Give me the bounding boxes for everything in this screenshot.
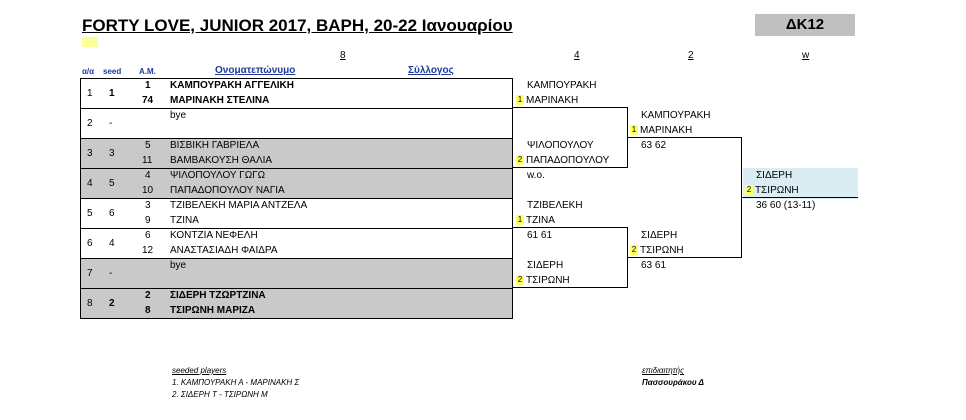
row-divider — [80, 198, 513, 199]
header-seed: seed — [103, 67, 122, 76]
row-divider — [80, 258, 513, 259]
sf-name: ΤΣΙΡΩΝΗ — [640, 245, 684, 256]
bracket-line — [628, 137, 741, 138]
draw-am: 3 — [145, 200, 151, 211]
table-top-border — [80, 78, 513, 79]
tournament-title: FORTY LOVE, JUNIOR 2017, ΒΑΡΗ, 20-22 Ιανουαρίου — [82, 16, 513, 35]
qf-entry — [516, 155, 609, 166]
final-score: 36 60 (13-11) — [756, 200, 816, 211]
draw-seed: 3 — [109, 148, 115, 159]
draw-am: 2 — [145, 290, 151, 301]
qf-name: ΜΑΡΙΝΑΚΗ — [526, 95, 579, 106]
player-name: ΤΖΙΝΑ — [170, 215, 199, 226]
player-name: bye — [170, 110, 187, 121]
draw-pos: 5 — [87, 208, 93, 219]
player-name: ΒΑΜΒΑΚΟΥΣΗ ΘΑΛΙΑ — [170, 155, 273, 166]
qf-entry — [516, 95, 578, 106]
qf-name: ΠΑΠΑΔΟΠΟΥΛΟΥ — [526, 155, 610, 166]
sf-score: 63 61 — [641, 260, 667, 271]
winner-marker: 2 — [746, 185, 752, 195]
qf-name: ΨΙΛΟΠΟΥΛΟΥ — [527, 140, 594, 151]
qf-name: ΤΖΙΝΑ — [526, 215, 555, 226]
table-right-border — [512, 78, 513, 319]
seed-line-1: 1. ΚΑΜΠΟΥΡΑΚΗ Α - ΜΑΡΙΝΑΚΗ Σ — [172, 378, 300, 387]
draw-am: 9 — [145, 215, 151, 226]
winner-marker: 2 — [517, 155, 523, 165]
referee-title: επιδιαιτητής — [642, 366, 684, 375]
round-header-w: w — [802, 50, 810, 61]
round-header-2: 2 — [688, 50, 694, 61]
qf-entry — [516, 275, 570, 286]
draw-pos: 4 — [87, 178, 93, 189]
draw-am: 12 — [142, 245, 154, 256]
player-name: ΤΖΙΒΕΛΕΚΗ ΜΑΡΙΑ ΑΝΤΖΕΛΑ — [170, 200, 308, 211]
draw-seed: 5 — [109, 178, 115, 189]
row-divider — [80, 168, 513, 169]
draw-seed: - — [109, 268, 113, 279]
player-name: ΣΙΔΕΡΗ ΤΖΩΡΤΖΙΝΑ — [170, 290, 266, 301]
draw-pos: 2 — [87, 118, 93, 129]
sf-name: ΣΙΔΕΡΗ — [641, 230, 678, 241]
seed-line-2: 2. ΣΙΔΕΡΗ Τ - ΤΣΙΡΩΝΗ Μ — [172, 390, 268, 399]
header-club: Σύλλογος — [408, 65, 454, 76]
draw-am: 10 — [142, 185, 154, 196]
round-header-8: 8 — [340, 50, 346, 61]
winner-marker: 2 — [631, 245, 637, 255]
player-name: ΚΟΝΤΖΙΑ ΝΕΦΕΛΗ — [170, 230, 258, 241]
player-name: ΠΑΠΑΔΟΠΟΥΛΟΥ ΝΑΓΙΑ — [170, 185, 285, 196]
winner-marker: 1 — [517, 215, 523, 225]
highlight-cell — [82, 37, 98, 47]
final-name: ΤΣΙΡΩΝΗ — [755, 185, 799, 196]
winner-marker: 2 — [517, 275, 523, 285]
category-badge: ΔΚ12 — [755, 14, 855, 36]
draw-seed: - — [109, 118, 113, 129]
header-am: Α.Μ. — [139, 67, 156, 76]
sf-name: ΜΑΡΙΝΑΚΗ — [640, 125, 693, 136]
draw-pos: 8 — [87, 298, 93, 309]
header-pos: α/α — [82, 67, 95, 76]
draw-am: 4 — [145, 170, 151, 181]
header-name: Ονοματεπώνυμο — [215, 65, 296, 76]
sf-name: ΚΑΜΠΟΥΡΑΚΗ — [641, 110, 711, 121]
row-divider — [80, 288, 513, 289]
qf-entry — [516, 215, 555, 226]
qf-name: ΣΙΔΕΡΗ — [527, 260, 564, 271]
player-name: bye — [170, 260, 187, 271]
row-divider — [80, 138, 513, 139]
bracket-line — [513, 107, 627, 108]
final-name: ΣΙΔΕΡΗ — [756, 170, 793, 181]
qf-name: ΤΖΙΒΕΛΕΚΗ — [527, 200, 583, 211]
bracket-line — [628, 257, 741, 258]
row-divider — [80, 108, 513, 109]
bracket-line — [513, 287, 627, 288]
draw-seed: 6 — [109, 208, 115, 219]
draw-am: 5 — [145, 140, 151, 151]
draw-seed: 1 — [109, 88, 115, 99]
bracket-line — [513, 167, 627, 168]
player-name: ΒΙΣΒΙΚΗ ΓΑΒΡΙΕΛΑ — [170, 140, 260, 151]
draw-pos: 3 — [87, 148, 93, 159]
draw-am: 8 — [145, 305, 151, 316]
draw-seed: 4 — [109, 238, 115, 249]
row-divider — [80, 228, 513, 229]
player-name: ΑΝΑΣΤΑΣΙΑΔΗ ΦΑΙΔΡΑ — [170, 245, 278, 256]
seeded-title: seeded players — [172, 366, 227, 375]
draw-am: 74 — [142, 95, 154, 106]
qf-name: ΤΣΙΡΩΝΗ — [526, 275, 570, 286]
round-header-4: 4 — [574, 50, 580, 61]
qf-name: ΚΑΜΠΟΥΡΑΚΗ — [527, 80, 597, 91]
player-name: ΤΣΙΡΩΝΗ ΜΑΡΙΖΑ — [170, 305, 256, 316]
table-bottom-border — [80, 318, 513, 319]
bracket-line — [513, 227, 627, 228]
referee-name: Πασσουράκου Δ — [642, 378, 704, 387]
player-name: ΚΑΜΠΟΥΡΑΚΗ ΑΓΓΕΛΙΚΗ — [170, 80, 294, 91]
player-name: ΨΙΛΟΠΟΥΛΟΥ ΓΩΓΩ — [170, 170, 266, 181]
draw-seed: 2 — [109, 298, 115, 309]
draw-am: 6 — [145, 230, 151, 241]
table-left-border — [80, 78, 81, 319]
row-bg-7 — [80, 258, 513, 288]
qf-score: w.o. — [527, 170, 545, 181]
sf-score: 63 62 — [641, 140, 667, 151]
sf-entry — [630, 245, 684, 256]
final-entry — [745, 185, 799, 196]
draw-pos: 7 — [87, 268, 93, 279]
draw-am: 1 — [145, 80, 151, 91]
winner-marker: 1 — [631, 125, 637, 135]
player-name: ΜΑΡΙΝΑΚΗ ΣΤΕΛΙΝΑ — [170, 95, 270, 106]
sf-entry — [630, 125, 692, 136]
draw-pos: 6 — [87, 238, 93, 249]
draw-pos: 1 — [87, 88, 93, 99]
winner-marker: 1 — [517, 95, 523, 105]
bracket-line — [742, 197, 858, 198]
qf-score: 61 61 — [527, 230, 553, 241]
draw-am: 11 — [142, 155, 153, 166]
